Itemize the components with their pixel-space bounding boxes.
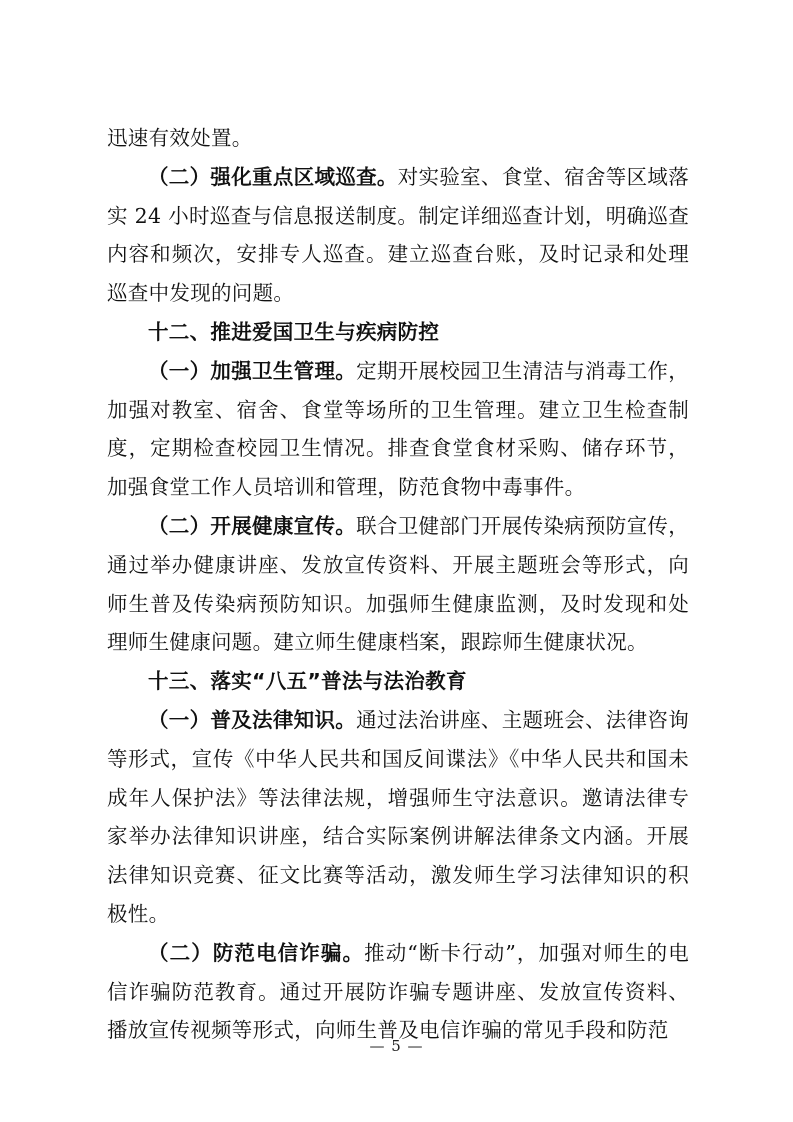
body-text xyxy=(107,119,689,1050)
paragraph-anti-fraud xyxy=(107,934,689,1050)
page-number: — 5 — xyxy=(369,1037,424,1055)
paragraph-strengthen-patrol xyxy=(107,158,689,313)
paragraph-text: 定期开展校园卫生清洁与消毒工作，加强对教室、宿舍、食堂等场所的卫生管理。建立卫生检查制度，定期检查校园卫生情况。排查食堂食材采购、储存环节，加强食堂工作人员培训和管理，防范食物中毒事件。 xyxy=(107,358,689,500)
paragraph-text: 通过法治讲座、主题班会、法律咨询等形式，宣传《中华人民共和国反间谍法》《中华人民共和国未成年人保护法》等法律法规，增强师生守法意识。邀请法律专家举办法律知识讲座，结合实际案例讲解法律条文内涵。开展法律知识竞赛、征文比赛等活动，激发师生学习法律知识的积极性。 xyxy=(107,707,689,926)
paragraph-lead: （二）防范电信诈骗。 xyxy=(148,940,365,965)
paragraph-health-promotion xyxy=(107,507,689,662)
paragraph-lead: （一）加强卫生管理。 xyxy=(148,358,357,383)
paragraph-lead: （二）开展健康宣传。 xyxy=(148,513,357,538)
paragraph-lead: （一）普及法律知识。 xyxy=(148,707,357,732)
paragraph-text: 推动“断卡行动”，加强对师生的电信诈骗防范教育。通过开展防诈骗专题讲座、发放宣传资料、播放宣传视频等形式，向师生普及电信诈骗的常见手段和防范 xyxy=(107,940,689,1043)
section-heading-13: 十三、落实“八五”普法与法治教育 xyxy=(148,669,467,694)
paragraph-text: 迅速有效处置。 xyxy=(107,126,253,150)
paragraph-text: 联合卫健部门开展传染病预防宣传，通过举办健康讲座、发放宣传资料、开展主题班会等形式，向师生普及传染病预防知识。加强师生健康监测，及时发现和处理师生健康问题。建立师生健康档案，跟踪师生健康状况。 xyxy=(107,513,689,655)
paragraph-hygiene-management xyxy=(107,352,689,507)
paragraph-legal-knowledge xyxy=(107,701,689,934)
section-heading-12: 十二、推进爱国卫生与疾病防控 xyxy=(148,319,440,344)
continuation-paragraph xyxy=(107,119,689,158)
paragraph-text: 对实验室、食堂、宿舍等区域落实 24 小时巡查与信息报送制度。制定详细巡查计划，明确巡查内容和频次，安排专人巡查。建立巡查台账，及时记录和处理巡查中发现的问题。 xyxy=(107,164,689,306)
paragraph-lead: （二）强化重点区域巡查。 xyxy=(148,164,398,189)
